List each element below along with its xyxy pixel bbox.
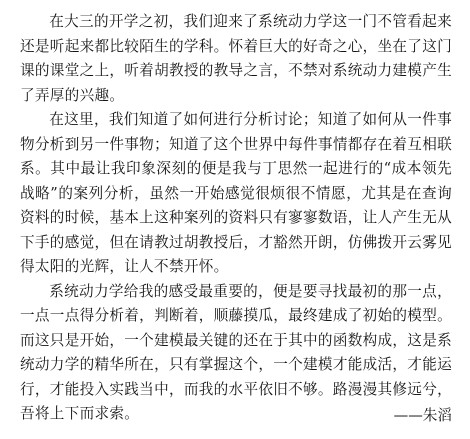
paragraph-3: 系统动力学给我的感受最重要的，便是要寻找最初的那一点，一点一点得分析着，判断着，顺藤摸瓜，最终建成了初始的模型。而这只是开始，一个建模最关键的还在于其中的函数构成，这是系统动力学的精华所在，只有掌握这个，一个建模才能成活，才能运行，才能投入实践当中，而我的水平依旧不够。路漫漫其修远兮，吾将上下而求索。 [20, 282, 452, 422]
paragraph-2: 在这里，我们知道了如何进行分析讨论；知道了如何从一件事物分析到另一件事物；知道了这个世界中每件事情都存在着互相联系。其中最让我印象深刻的便是我与丁思然一起进行的“成本领先战略”的案列分析，虽然一开始感觉很烦很不情愿，尤其是在查询资料的时候，基本上这种案列的资料只有寥寥数语，让人产生无从下手的感觉，但在请教过胡教授后，才豁然开朗，仿佛拨开云雾见得太阳的光辉，让人不禁开怀。 [20, 111, 452, 275]
paragraph-1: 在大三的开学之初，我们迎来了系统动力学这一门不管看起来还是听起来都比较陌生的学科。怀着巨大的好奇之心，坐在了这门课的课堂之上，听着胡教授的教导之言，不禁对系统动力建模产生了弄厚的兴趣。 [20, 13, 452, 104]
author-signature: ——朱滔 [393, 407, 452, 424]
